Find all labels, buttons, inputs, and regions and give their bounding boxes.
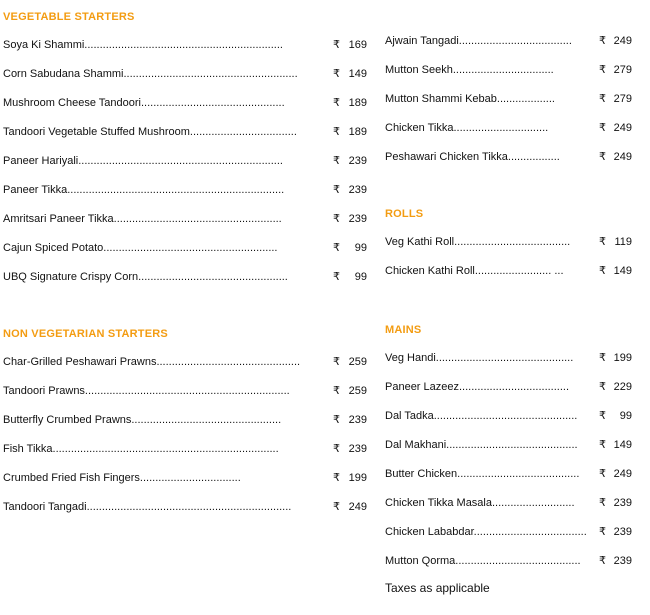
- menu-item: [3, 31, 367, 60]
- menu-item: [3, 89, 367, 118]
- menu-item: [3, 147, 367, 176]
- menu-item-name: Crumbed Fried Fish Fingers.................................: [3, 472, 241, 484]
- rupee-symbol: ₹: [333, 39, 340, 51]
- rupee-symbol: ₹: [599, 439, 606, 451]
- rupee-symbol: ₹: [599, 526, 606, 538]
- menu-item: [3, 118, 367, 147]
- rupee-symbol: ₹: [599, 381, 606, 393]
- menu-item: [385, 114, 632, 143]
- rupee-symbol: ₹: [333, 97, 340, 109]
- menu-item: [3, 435, 367, 464]
- menu-item: [385, 373, 632, 402]
- menu-item: [385, 402, 632, 431]
- rupee-symbol: ₹: [333, 472, 340, 484]
- menu-item: [3, 493, 367, 522]
- section-mains: [385, 322, 632, 576]
- menu-item-name: Chicken Lababdar.....................................: [385, 526, 587, 538]
- menu-item-name: Butterfly Crumbed Prawns.................................................: [3, 414, 282, 426]
- menu-item: [3, 406, 367, 435]
- menu-item-name: Chicken Tikka...............................: [385, 122, 549, 134]
- rupee-symbol: ₹: [599, 352, 606, 364]
- taxes-note: Taxes as applicable: [385, 581, 490, 595]
- menu-item-price: 149: [613, 265, 632, 277]
- menu-item-price: 99: [354, 271, 367, 283]
- menu-item-price: 199: [348, 472, 367, 484]
- rupee-symbol: ₹: [333, 184, 340, 196]
- menu-list: [385, 228, 632, 286]
- menu-item-name: Amritsari Paneer Tikka.......................................................: [3, 213, 282, 225]
- menu-item-name: Soya Ki Shammi.................................................................: [3, 39, 283, 51]
- rupee-symbol: ₹: [599, 555, 606, 567]
- rupee-symbol: ₹: [333, 155, 340, 167]
- menu-item-price: 169: [348, 39, 367, 51]
- menu-item: [385, 85, 632, 114]
- menu-item: [385, 56, 632, 85]
- menu-item: [3, 263, 367, 292]
- section-rolls: [385, 206, 632, 286]
- menu-item-price: 99: [354, 242, 367, 254]
- menu-item-price: 239: [613, 497, 632, 509]
- rupee-symbol: ₹: [599, 265, 606, 277]
- menu-item: [385, 27, 632, 56]
- rupee-symbol: ₹: [333, 501, 340, 513]
- menu-item-price: 249: [613, 35, 632, 47]
- menu-item-name: Paneer Tikka.......................................................................: [3, 184, 285, 196]
- menu-item-name: Corn Sabudana Shammi.........................................................: [3, 68, 298, 80]
- menu-item-name: Mutton Seekh.................................: [385, 64, 554, 76]
- menu-item-name: Ajwain Tangadi.....................................: [385, 35, 572, 47]
- menu-item-price: 239: [348, 213, 367, 225]
- menu-list: [3, 31, 367, 292]
- menu-item-name: Dal Tadka...............................................: [385, 410, 578, 422]
- menu-item-price: 189: [348, 126, 367, 138]
- menu-item-name: Char-Grilled Peshawari Prawns...............................................: [3, 356, 301, 368]
- menu-item-name: Tandoori Vegetable Stuffed Mushroom...................................: [3, 126, 297, 138]
- menu-item-price: 249: [613, 151, 632, 163]
- rupee-symbol: ₹: [599, 151, 606, 163]
- section-non-vegetarian-starters: [3, 326, 367, 522]
- section-heading: ROLLS: [385, 208, 424, 220]
- menu-item-price: 239: [613, 555, 632, 567]
- section-heading: NON VEGETARIAN STARTERS: [3, 328, 168, 340]
- menu-item: [385, 257, 632, 286]
- menu-item-name: Tandoori Prawns...................................................................: [3, 385, 290, 397]
- menu-item: [3, 348, 367, 377]
- menu-item-price: 249: [613, 468, 632, 480]
- menu-item: [3, 234, 367, 263]
- menu-item-name: Chicken Kathi Roll......................... ...: [385, 265, 564, 277]
- menu-item-price: 149: [348, 68, 367, 80]
- rupee-symbol: ₹: [333, 213, 340, 225]
- rupee-symbol: ₹: [333, 356, 340, 368]
- menu-item-name: Cajun Spiced Potato.........................................................: [3, 242, 278, 254]
- menu-item-name: Chicken Tikka Masala...........................: [385, 497, 575, 509]
- rupee-symbol: ₹: [599, 410, 606, 422]
- rupee-symbol: ₹: [599, 122, 606, 134]
- rupee-symbol: ₹: [599, 236, 606, 248]
- menu-item: [385, 489, 632, 518]
- menu-item-price: 239: [613, 526, 632, 538]
- menu-item: [385, 518, 632, 547]
- rupee-symbol: ₹: [333, 385, 340, 397]
- menu-item-name: Mutton Qorma.........................................: [385, 555, 581, 567]
- rupee-symbol: ₹: [333, 126, 340, 138]
- menu-item-price: 119: [614, 236, 632, 248]
- menu-item-name: Paneer Lazeez....................................: [385, 381, 570, 393]
- menu-list: [385, 27, 632, 172]
- rupee-symbol: ₹: [333, 271, 340, 283]
- menu-list: [3, 348, 367, 522]
- menu-item: [385, 344, 632, 373]
- menu-item-name: Veg Kathi Roll......................................: [385, 236, 571, 248]
- menu-item-name: Fish Tikka..........................................................................: [3, 443, 279, 455]
- rupee-symbol: ₹: [333, 414, 340, 426]
- menu-item-price: 259: [348, 385, 367, 397]
- rupee-symbol: ₹: [333, 242, 340, 254]
- menu-item-name: UBQ Signature Crispy Corn.................................................: [3, 271, 288, 283]
- menu-item-price: 279: [613, 93, 632, 105]
- menu-item-price: 239: [348, 414, 367, 426]
- menu-item-price: 249: [613, 122, 632, 134]
- rupee-symbol: ₹: [333, 68, 340, 80]
- menu-item-price: 259: [348, 356, 367, 368]
- rupee-symbol: ₹: [599, 93, 606, 105]
- section-nonveg-continued: [385, 27, 632, 172]
- rupee-symbol: ₹: [599, 64, 606, 76]
- menu-item-price: 279: [613, 64, 632, 76]
- rupee-symbol: ₹: [599, 497, 606, 509]
- menu-item-price: 99: [619, 410, 632, 422]
- menu-item: [3, 377, 367, 406]
- menu-item-price: 199: [613, 352, 632, 364]
- section-heading: MAINS: [385, 324, 422, 336]
- menu-item-price: 249: [348, 501, 367, 513]
- menu-item-price: 189: [348, 97, 367, 109]
- menu-item: [385, 547, 632, 576]
- menu-item-price: 149: [613, 439, 632, 451]
- menu-item: [385, 143, 632, 172]
- menu-item: [385, 228, 632, 257]
- menu-item-price: 229: [613, 381, 632, 393]
- section-heading: VEGETABLE STARTERS: [3, 11, 135, 23]
- menu-list: [385, 344, 632, 576]
- menu-item-price: 239: [348, 184, 367, 196]
- rupee-symbol: ₹: [333, 443, 340, 455]
- rupee-symbol: ₹: [599, 35, 606, 47]
- menu-item-price: 239: [348, 155, 367, 167]
- menu-item-name: Tandoori Tangadi...................................................................: [3, 501, 292, 513]
- menu-item-name: Paneer Hariyali...................................................................: [3, 155, 283, 167]
- section-vegetable-starters: [3, 9, 367, 292]
- menu-item-name: Veg Handi.............................................: [385, 352, 574, 364]
- menu-item: [3, 60, 367, 89]
- menu-item: [3, 205, 367, 234]
- rupee-symbol: ₹: [599, 468, 606, 480]
- menu-item: [3, 464, 367, 493]
- menu-item-name: Butter Chicken........................................: [385, 468, 580, 480]
- menu-item: [385, 431, 632, 460]
- menu-item: [385, 460, 632, 489]
- menu-item-name: Mutton Shammi Kebab...................: [385, 93, 555, 105]
- menu-item-name: Mushroom Cheese Tandoori...............................................: [3, 97, 285, 109]
- menu-item-name: Peshawari Chicken Tikka.................: [385, 151, 560, 163]
- menu-item-name: Dal Makhani...........................................: [385, 439, 578, 451]
- menu-item: [3, 176, 367, 205]
- menu-item-price: 239: [348, 443, 367, 455]
